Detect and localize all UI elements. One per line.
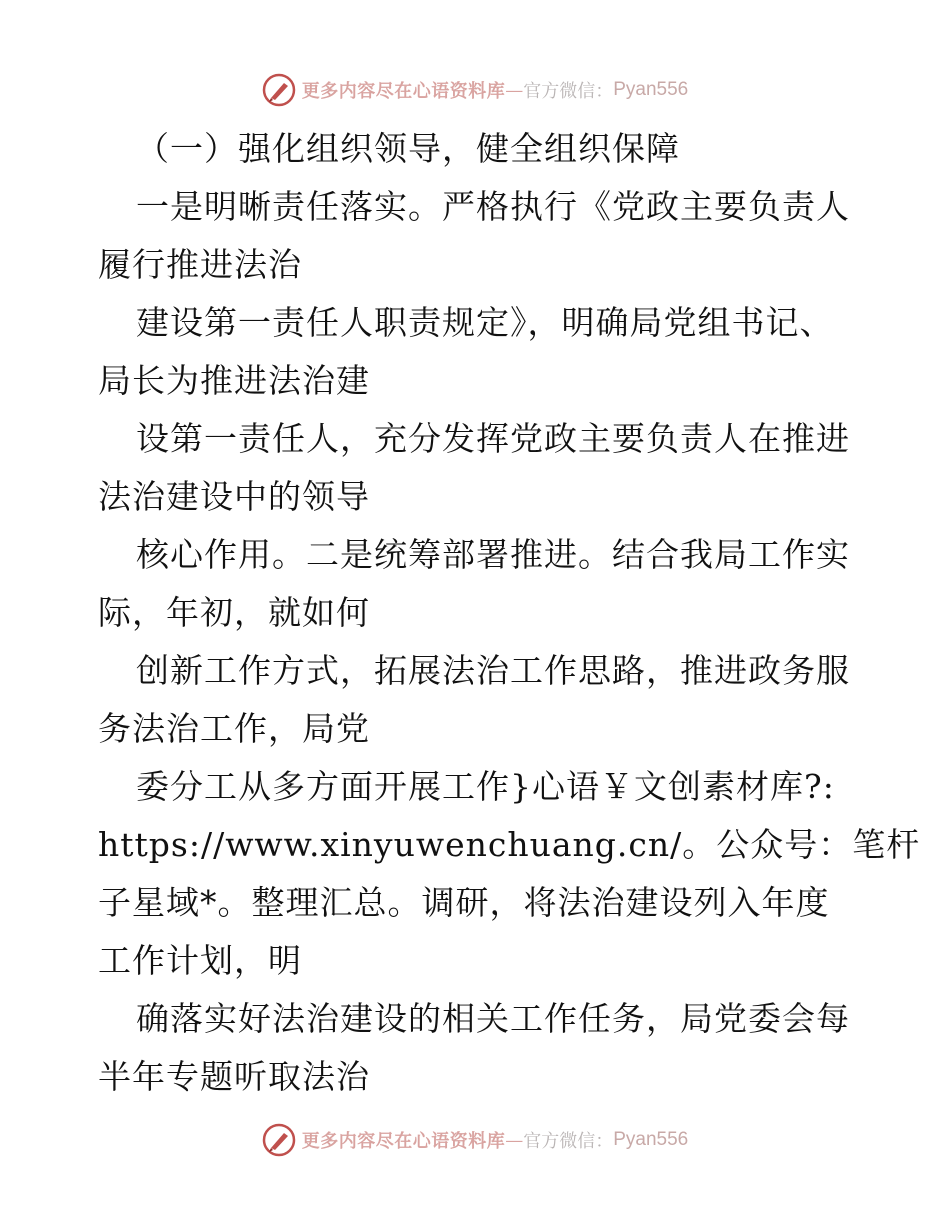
text-line: 务法治工作，局党 [98, 709, 370, 748]
document-body [98, 120, 921, 1106]
text-line: 际，年初，就如何 [98, 593, 370, 632]
banner-dash: — [505, 1129, 524, 1151]
text-line: 一是明晰责任落实。严格执行《党政主要负责人 [136, 187, 850, 226]
text-line: 子星域*。整理汇总。调研，将法治建设列入年度 [98, 883, 830, 922]
header-banner [0, 70, 950, 110]
text-line: 核心作用。二是统筹部署推进。结合我局工作实 [136, 535, 850, 574]
banner-wechat-id: Pyan556 [613, 1129, 689, 1150]
text-line: 委分工从多方面开展工作}心语￥文创素材库?: [136, 767, 835, 806]
text-line: https://www.xinyuwenchuang.cn/。公众号：笔杆 [98, 825, 921, 864]
banner-dash: — [505, 79, 524, 101]
text-line: 法治建设中的领导 [98, 477, 370, 516]
text-line: （一）强化组织领导，健全组织保障 [136, 129, 680, 168]
text-line: 局长为推进法治建 [98, 361, 370, 400]
text-line: 设第一责任人，充分发挥党政主要负责人在推进 [136, 419, 850, 458]
footer-banner [0, 1120, 950, 1160]
text-line: 工作计划，明 [98, 941, 302, 980]
banner-main-text: 更多内容尽在心语资料库 [301, 81, 506, 102]
banner-wechat-label: 官方微信： [523, 1131, 614, 1152]
text-line: 履行推进法治 [98, 245, 302, 284]
pen-logo-icon [262, 1123, 296, 1157]
pen-logo-icon [262, 73, 296, 107]
banner-main-text: 更多内容尽在心语资料库 [301, 1131, 506, 1152]
text-line: 确落实好法治建设的相关工作任务，局党委会每 [136, 999, 850, 1038]
text-line: 半年专题听取法治 [98, 1057, 370, 1096]
text-line: 建设第一责任人职责规定》，明确局党组书记、 [136, 303, 834, 342]
text-line: 创新工作方式，拓展法治工作思路，推进政务服 [136, 651, 850, 690]
banner-wechat-id: Pyan556 [613, 79, 689, 100]
banner-wechat-label: 官方微信： [523, 81, 614, 102]
